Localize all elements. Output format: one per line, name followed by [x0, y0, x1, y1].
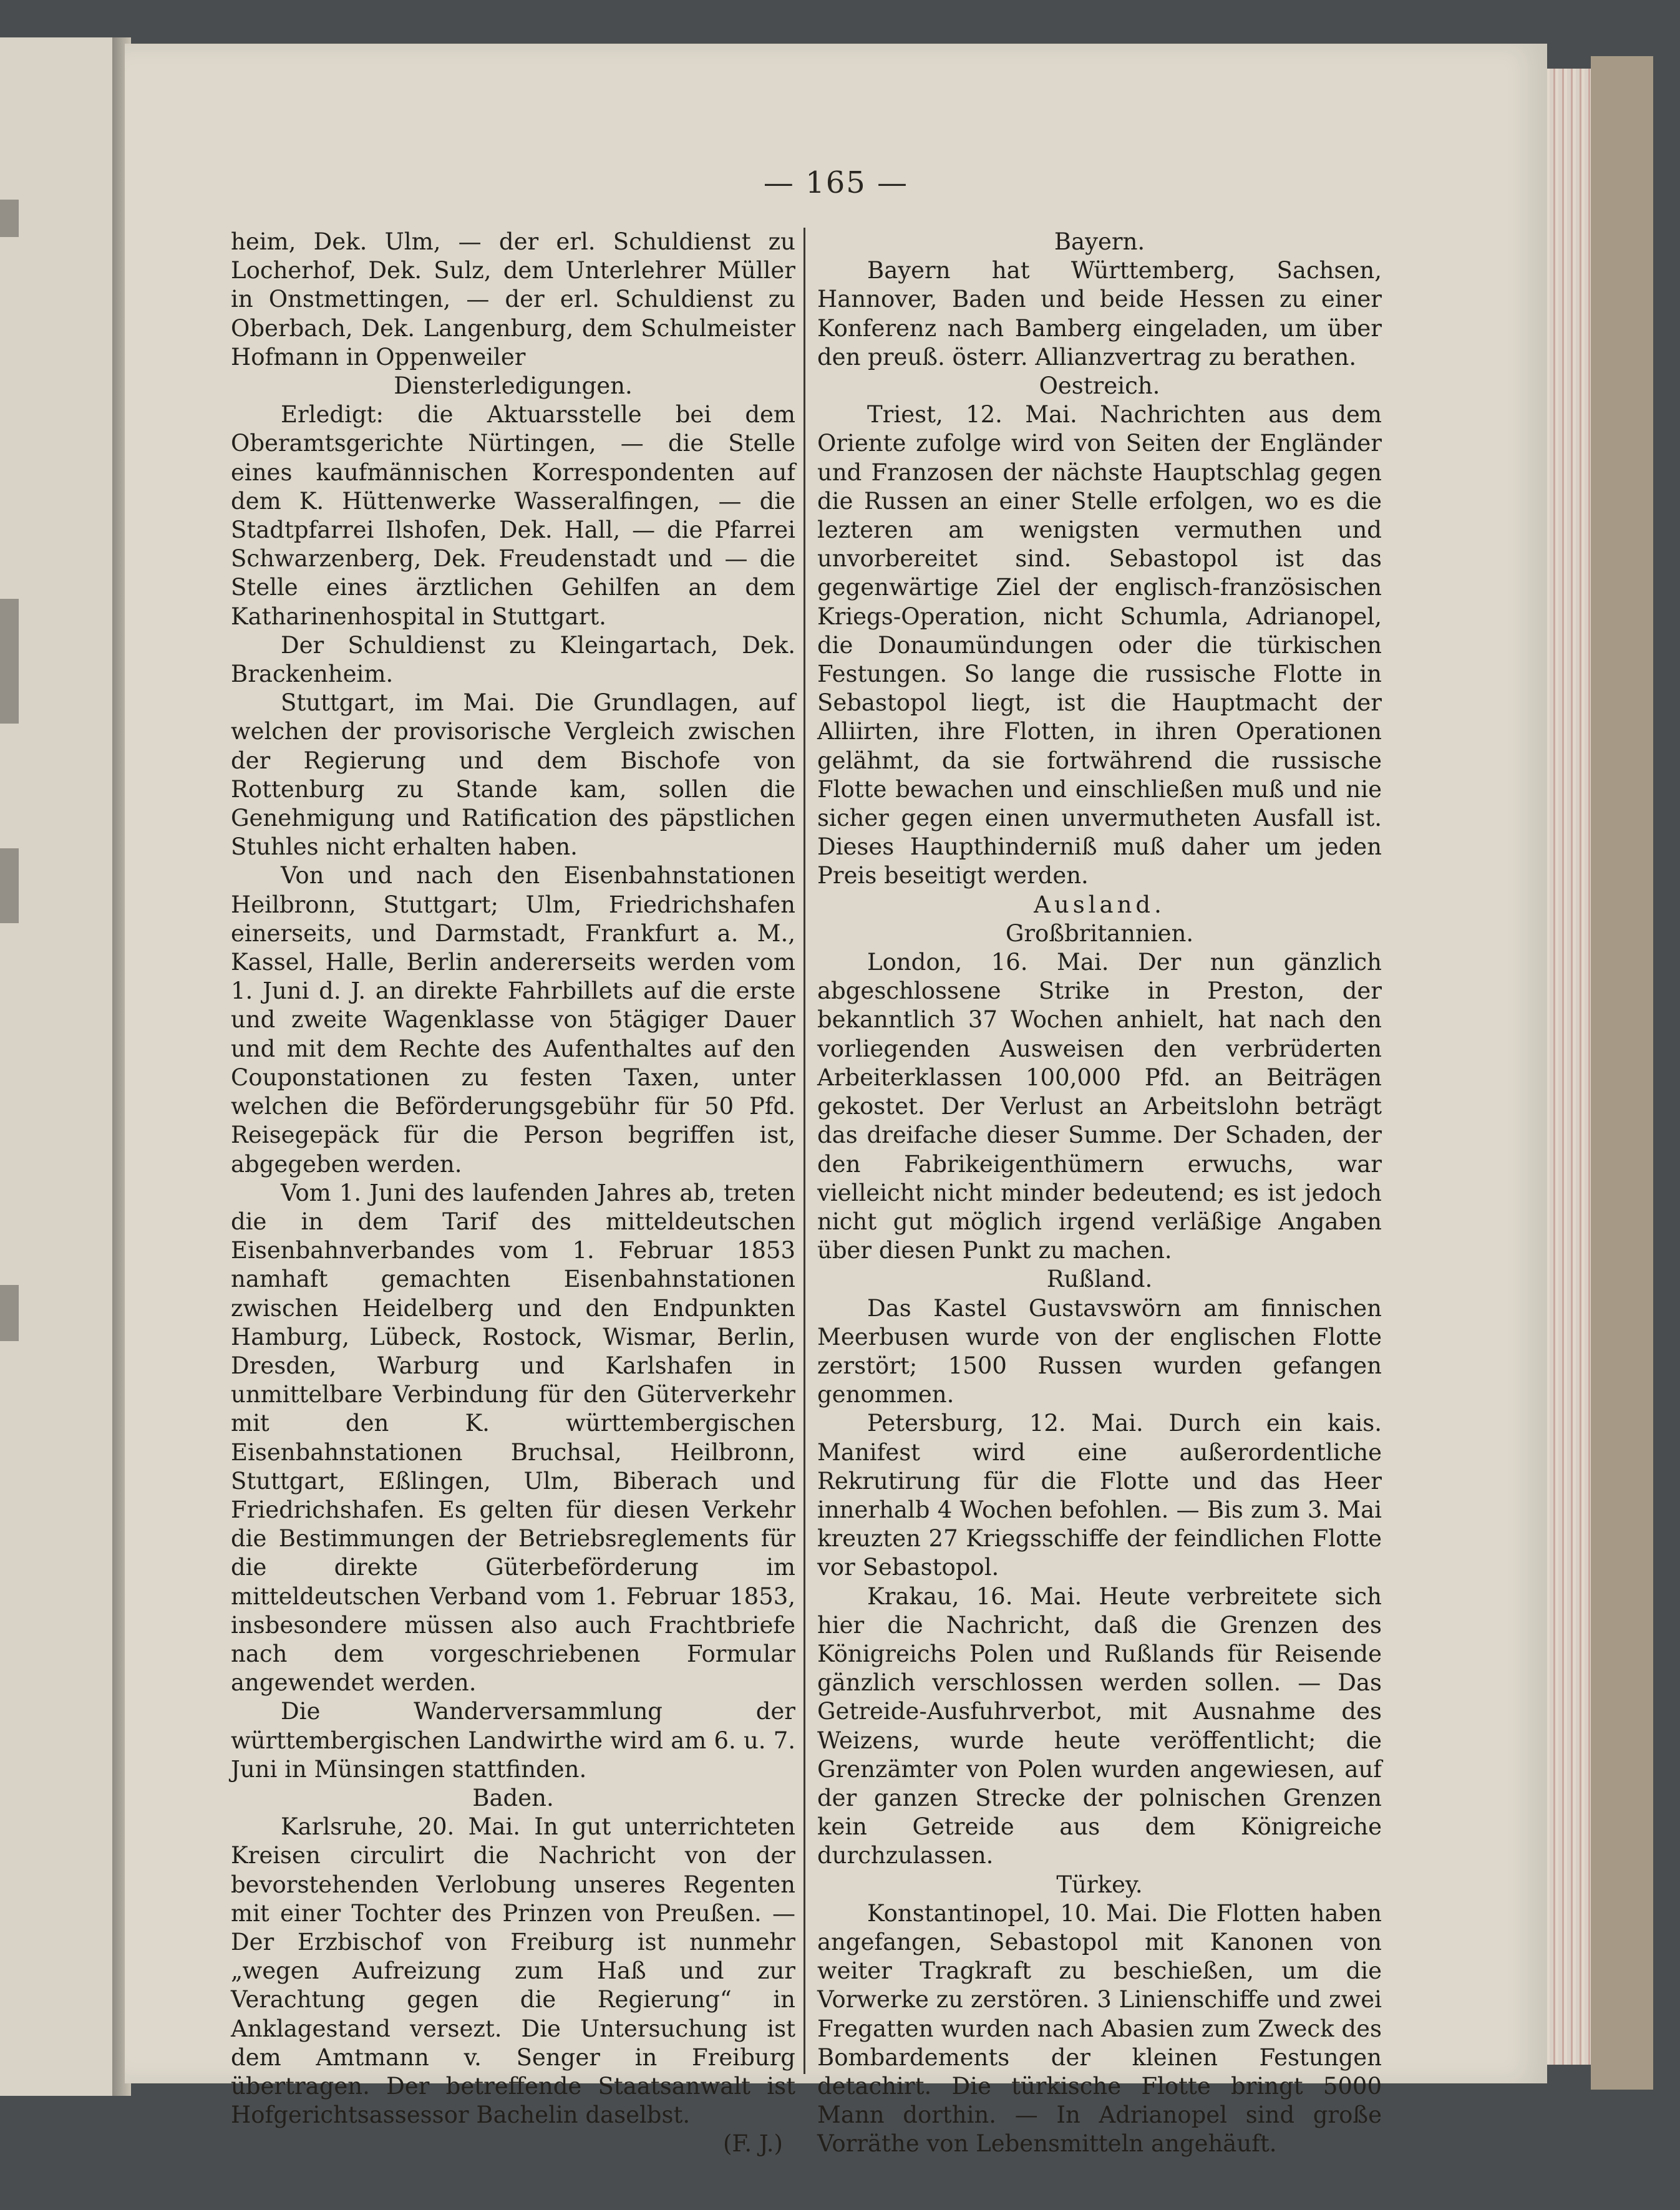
- section-heading: Ausland.: [1034, 891, 1165, 918]
- paragraph: heim, Dek. Ulm, — der erl. Schuldienst zu Locherhof, Dek. Sulz, dem Unterlehrer Müller in Onstmettingen, — der erl. Schuldienst zu Oberbach, Dek. Langenburg, dem Schulmeister Hofmann in Oppenweiler: [231, 228, 795, 371]
- ink-fragment: [0, 200, 19, 237]
- paragraph: Krakau, 16. Mai. Heute verbreitete sich hier die Nachricht, daß die Grenzen des Königreichs Polen und Rußlands für Reisende gänzlich verschlossen werden sollen. — Das Getreide-Ausfuhrverbot, mit Ausnahme des Weizens, wurde heute veröffentlicht; die Grenzämter von Polen wurden angewiesen, auf der ganzen Strecke der polnischen Grenzen kein Getreide aus dem Königreiche durchzulassen.: [817, 1582, 1382, 1869]
- paragraph: Petersburg, 12. Mai. Durch ein kais. Manifest wird eine außerordentliche Rekrutirung für die Flotte und das Heer innerhalb 4 Wochen befohlen. — Bis zum 3. Mai kreuzten 27 Kriegsschiffe der feindlichen Flotte vor Sebastopol.: [817, 1410, 1382, 1581]
- section-heading: Rußland.: [1046, 1266, 1153, 1293]
- paragraph: Bayern hat Württemberg, Sachsen, Hannover, Baden und beide Hessen zu einer Konferenz nach Bamberg eingeladen, um über den preuß. österr. Allianzvertrag zu berathen.: [817, 257, 1382, 371]
- paragraph: Karlsruhe, 20. Mai. In gut unterrichteten Kreisen circulirt die Nachricht von der bevorstehenden Verlobung unseres Regenten mit einer Tochter des Prinzen von Preußen. — Der Erzbischof von Freiburg ist nunmehr „wegen Aufreizung zum Haß und zur Verachtung gegen die Regierung“ in Anklagestand versezt. Die Untersuchung ist dem Amtmann v. Senger in Freiburg übertragen. Der betreffende Staatsanwalt ist Hofgerichtsassessor Bachelin daselbst.: [231, 1813, 795, 2129]
- page-stack-edge: [1541, 69, 1597, 2065]
- paragraph: Triest, 12. Mai. Nachrichten aus dem Oriente zufolge wird von Seiten der Engländer und Franzosen der nächste Hauptschlag gegen die Russen an einer Stelle erfolgen, wo es die lezteren am wenigsten vermuthen und unvorbereitet sind. Sebastopol ist das gegenwärtige Ziel der englisch-französischen Kriegs-Operation, nicht Schumla, Adrianopel, die Donaumündungen oder die türkischen Festungen. So lange die russische Flotte in Sebastopol liegt, ist die Hauptmacht der Alliirten, ihre Flotten, in ihren Operationen gelähmt, da sie fortwährend die russische Flotte bewachen und einschließen muß und nie sicher gegen einen unvermutheten Ausfall ist. Dieses Haupthinderniß muß daher um jeden Preis beseitigt werden.: [817, 401, 1382, 889]
- page: [125, 44, 1547, 2158]
- section-heading: Großbritannien.: [1005, 919, 1194, 947]
- section-heading: Bayern.: [1054, 228, 1145, 255]
- ink-fragment: [0, 1285, 19, 1341]
- page-number: — 165 —: [763, 165, 909, 200]
- paragraph: Von und nach den Eisenbahnstationen Heilbronn, Stuttgart; Ulm, Friedrichshafen einerseits, und Darmstadt, Frankfurt a. M., Kassel, Halle, Berlin andererseits werden vom 1. Juni d. J. an direkte Fahrbillets auf die erste und zweite Wagenklasse von 5tägiger Dauer und mit dem Rechte des Aufenthaltes auf den Couponstationen zu festen Taxen, unter welchen die Beförderungsgebühr für 50 Pfd. Reisegepäck für die Person begriffen ist, abgegeben werden.: [231, 862, 795, 1178]
- paragraph: Der Schuldienst zu Kleingartach, Dek. Brackenheim.: [231, 631, 795, 688]
- section-heading: Baden.: [472, 1784, 554, 1811]
- paragraph: Konstantinopel, 10. Mai. Die Flotten haben angefangen, Sebastopol mit Kanonen von weiter Tragkraft zu beschießen, um die Vorwerke zu zerstören. 3 Linienschiffe und zwei Fregatten wurden nach Abasien zum Zweck des Bombardements der kleinen Festungen detachirt. Die türkische Flotte bringt 5000 Mann dorthin. — In Adrianopel sind große Vorräthe von Lebensmitteln angehäuft.: [817, 1899, 1382, 2158]
- ink-fragment: [0, 599, 19, 724]
- left-column: [231, 228, 795, 2159]
- book-cover-edge: [1591, 56, 1653, 2090]
- section-heading: Türkey.: [1056, 1871, 1143, 1898]
- paragraph: Das Kastel Gustavswörn am finnischen Meerbusen wurde von der englischen Flotte zerstört; 1500 Russen wurden gefangen genommen.: [817, 1294, 1382, 1408]
- section-heading: Diensterledigungen.: [394, 372, 633, 400]
- section-heading: Oestreich.: [1039, 372, 1160, 400]
- signature: (F. J.): [722, 2130, 783, 2158]
- column-divider: [804, 228, 805, 2074]
- right-column: [817, 228, 1382, 2159]
- paragraph: Die Wanderversammlung der württembergischen Landwirthe wird am 6. u. 7. Juni in Münsingen stattfinden.: [231, 1698, 795, 1783]
- ink-fragment: [0, 848, 19, 923]
- paragraph: London, 16. Mai. Der nun gänzlich abgeschlossene Strike in Preston, der bekanntlich 37 Wochen anhielt, hat nach den vorliegenden Ausweisen den verbrüderten Arbeiterklassen 100,000 Pfd. an Beiträgen gekostet. Der Verlust an Arbeitslohn beträgt das dreifache dieser Summe. Der Schaden, der den Fabrikeigenthümern erwuchs, war vielleicht nicht minder bedeutend; es ist jedoch nicht gut möglich irgend verläßige Angaben über diesen Punkt zu machen.: [817, 949, 1382, 1264]
- paragraph: Stuttgart, im Mai. Die Grundlagen, auf welchen der provisorische Vergleich zwischen der Regierung und dem Bischofe von Rottenburg zu Stande kam, sollen die Genehmigung und Ratification des päpstlichen Stuhles nicht erhalten haben.: [231, 689, 795, 861]
- paragraph: Vom 1. Juni des laufenden Jahres ab, treten die in dem Tarif des mitteldeutschen Eisenbahnverbandes vom 1. Februar 1853 namhaft gemachten Eisenbahnstationen zwischen Heidelberg und den Endpunkten Hamburg, Lübeck, Rostock, Wismar, Berlin, Dresden, Warburg und Karlshafen in unmittelbare Verbindung für den Güterverkehr mit den K. württembergischen Eisenbahnstationen Bruchsal, Heilbronn, Stuttgart, Eßlingen, Ulm, Biberach und Friedrichshafen. Es gelten für diesen Verkehr die Bestimmungen der Betriebsreglements für die direkte Güterbeförderung im mitteldeutschen Verband vom 1. Februar 1853, insbesondere müssen also auch Frachtbriefe nach dem vorgeschriebenen Formular angewendet werden.: [231, 1179, 795, 1697]
- facing-page-edge: [0, 37, 119, 2096]
- paragraph: Erledigt: die Aktuarsstelle bei dem Oberamtsgerichte Nürtingen, — die Stelle eines kaufmännischen Korrespondenten auf dem K. Hüttenwerke Wasseralfingen, — die Stadtpfarrei Ilshofen, Dek. Hall, — die Pfarrei Schwarzenberg, Dek. Freudenstadt und — die Stelle eines ärztlichen Gehilfen an dem Katharinenhospital in Stuttgart.: [231, 401, 795, 630]
